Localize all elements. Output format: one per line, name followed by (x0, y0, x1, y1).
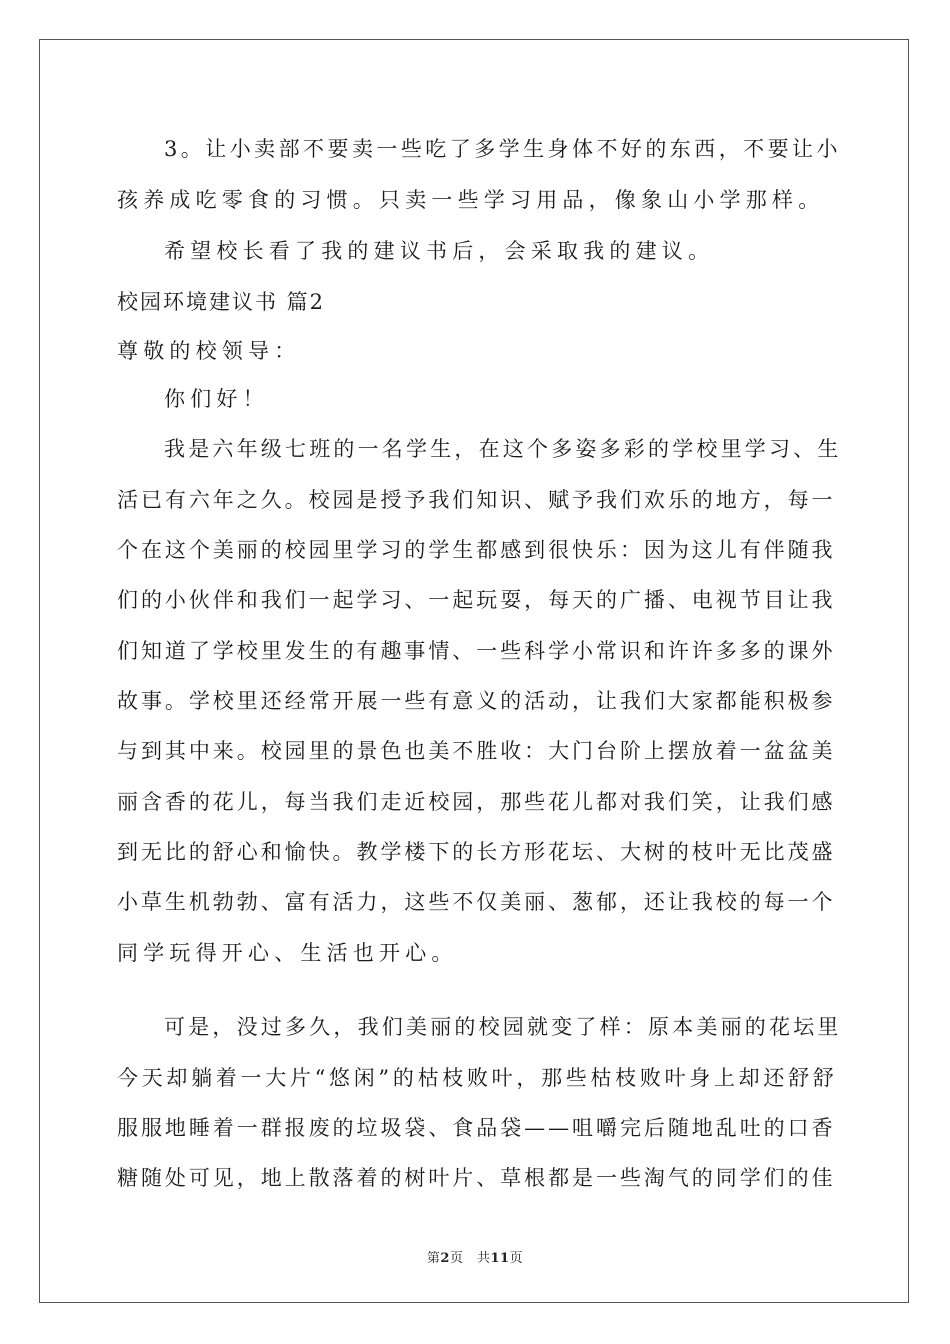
text-line: 服服地睡着一群报废的垃圾袋、食品袋——咀嚼完后随地乱吐的口香 (117, 1116, 836, 1140)
page-footer (0, 1247, 950, 1266)
text-line: 到无比的舒心和愉快。教学楼下的长方形花坛、大树的枝叶无比茂盛 (117, 840, 836, 864)
text-line: 糖随处可见，地上散落着的树叶片、草根都是一些淘气的同学们的佳 (117, 1166, 836, 1190)
section-heading: 校园环境建议书 篇2 (117, 290, 326, 314)
text-line: 丽含香的花儿，每当我们走近校园，那些花儿都对我们笑，让我们感 (117, 790, 836, 814)
text-line: 活已有六年之久。校园是授予我们知识、赋予我们欢乐的地方，每一 (117, 488, 836, 512)
text-line: 3。让小卖部不要卖一些吃了多学生身体不好的东西，不要让小 (164, 137, 841, 161)
text-line: 希望校长看了我的建议书后，会采取我的建议。 (164, 239, 715, 263)
current-page-number: 2 (440, 1251, 450, 1266)
text-line: 个在这个美丽的校园里学习的学生都感到很快乐：因为这儿有伴随我 (117, 538, 836, 562)
text-line: 今天却躺着一大片“悠闲”的枯枝败叶，那些枯枝败叶身上却还舒舒 (117, 1066, 838, 1090)
text-line: 可是，没过多久，我们美丽的校园就变了样：原本美丽的花坛里 (164, 1015, 842, 1039)
footer-suffix: 页 (509, 1251, 524, 1266)
text-line: 故事。学校里还经常开展一些有意义的活动，让我们大家都能积极参 (117, 689, 836, 713)
text-line: 与到其中来。校园里的景色也美不胜收：大门台阶上摆放着一盆盆美 (117, 739, 836, 763)
salutation: 尊敬的校领导： (117, 339, 301, 363)
total-pages-number: 11 (490, 1251, 510, 1266)
text-line: 小草生机勃勃、富有活力，这些不仅美丽、葱郁，还让我校的每一个 (117, 890, 836, 914)
text-line: 孩养成吃零食的习惯。只卖一些学习用品，像象山小学那样。 (117, 188, 825, 212)
footer-mid: 页 共 (449, 1251, 491, 1266)
text-line: 们的小伙伴和我们一起学习、一起玩耍，每天的广播、电视节目让我 (117, 588, 836, 612)
text-line: 们知道了学校里发生的有趣事情、一些科学小常识和许许多多的课外 (117, 639, 836, 663)
greeting: 你们好！ (164, 387, 269, 411)
footer-prefix: 第 (426, 1251, 441, 1266)
text-line: 我是六年级七班的一名学生，在这个多姿多彩的学校里学习、生 (164, 437, 842, 461)
text-line: 同学玩得开心、生活也开心。 (117, 941, 458, 965)
